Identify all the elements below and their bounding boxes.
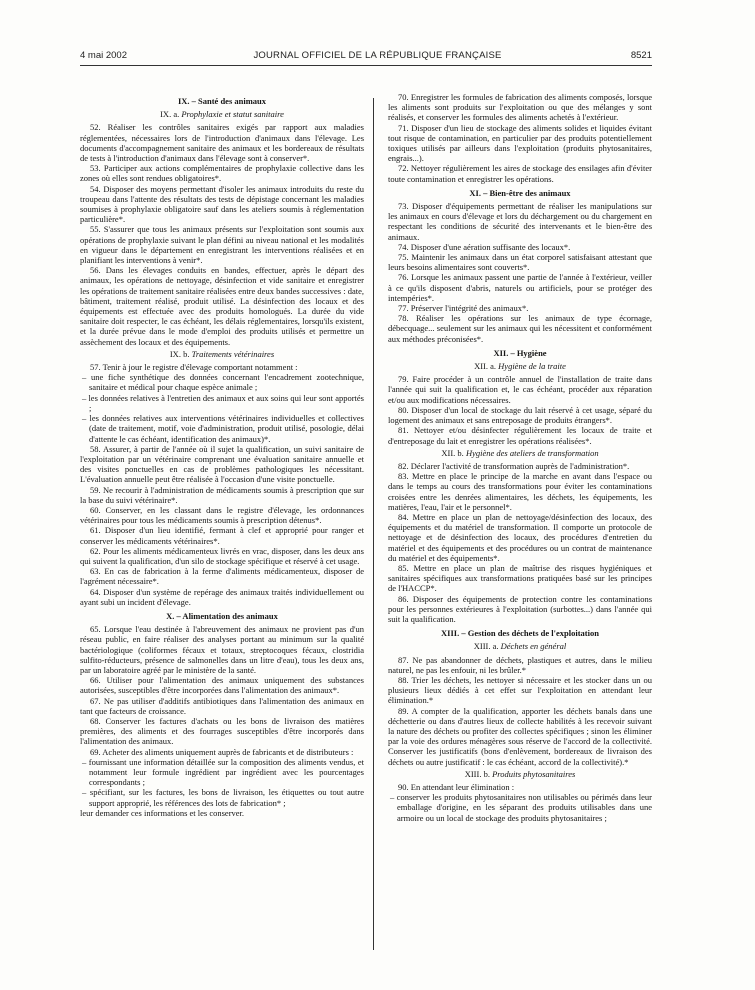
subsection-prefix: XIII. b.	[464, 768, 490, 779]
paragraph-90: 90. En attendant leur élimination :	[398, 782, 515, 792]
subsection-heading	[388, 769, 652, 779]
bullet-item: – fournissant une information détaillée sur la composition des aliments vendus, et notamment leur formule ingrédient par ingrédient avec les pourcentages correspondants ;	[82, 756, 364, 788]
bullet-item: – les données relatives aux interventions vétérinaires individuelles et collectives (date de traitement, motif, voie d'administration, produit utilisé, posologie, délai d'attente le cas échéant, identification des animaux)*.	[82, 413, 364, 444]
subsection-heading	[80, 349, 364, 359]
bullet-item: – les données relatives à l'entretien des animaux et aux soins qui leur sont apportés ;	[82, 392, 364, 413]
paragraph-86: 86. Disposer des équipements de protection contre les contaminations pour les personnes extérieures à l'exploitation (surbottes...) dans l'année qui suit la qualification.	[388, 593, 652, 624]
section-heading: IX. – Santé des animaux	[177, 96, 267, 106]
header-rule	[80, 65, 652, 66]
column-divider	[373, 98, 374, 950]
paragraph-58: 58. Assurer, à partir de l'année où il sujet la qualification, un suivi sanitaire de l'exploitation par un vétérinaire comprenant une évaluation sanitaire annuelle et des visites ponctuelles en cas de problèmes pathologiques les nécessitant. L'évaluation annuelle peut être réalisée à l'occasion d'une visite ponctuelle.	[80, 443, 364, 485]
subsection-prefix: XIII. a.	[473, 641, 499, 652]
subsection-title: Hygiène des ateliers de transformation	[465, 447, 599, 458]
paragraph-63: 63. En cas de fabrication à la ferme d'aliments médicamenteux, disposer de l'agrément nécessaire*.	[80, 566, 364, 587]
paragraph-66: 66. Utiliser pour l'alimentation des animaux uniquement des substances autorisées, susceptibles d'être incorporées dans l'alimentation des animaux*.	[80, 675, 364, 696]
paragraph-64: 64. Disposer d'un système de repérage des animaux traités individuellement ou ayant subi un incident d'élevage.	[80, 586, 364, 607]
subsection-heading	[388, 361, 652, 371]
subsection-title: Déchets en général	[500, 641, 567, 652]
paragraph-56: 56. Dans les élevages conduits en bandes, effectuer, après le départ des animaux, les opérations de nettoyage, désinfection et vide sanitaire et enregistrer les opérations de traitement sanitaire réalisées entre deux bandes successives : date, bâtiment, traitement réalisé, produit utilisé. La désinfection des locaux et des équipements est effectuée avec des produits homologués. La durée du vide sanitaire doit respecter, le cas échéant, les délais réglementaires, lorsqu'ils existent, et la durée prévue dans le mode d'emploi des produits utilisés et permettre un assèchement des locaux et des équipements.	[80, 265, 364, 347]
paragraph-81: 81. Nettoyer et/ou désinfecter régulièrement les locaux de traite et d'entreposage du lait et enregistrer les opérations réalisées*.	[388, 425, 652, 446]
paragraph-54: 54. Disposer des moyens permettant d'isoler les animaux introduits du reste du troupeau dans l'attente des résultats des tests de dépistage concernant les maladies soumises à prophylaxie obligatoire sauf dans les ateliers soumis à réglementation particulière*.	[80, 183, 364, 225]
subsection-prefix: IX. a.	[160, 109, 180, 120]
paragraph-72: 72. Nettoyer régulièrement les aires de stockage des ensilages afin d'éviter toute contamination et enregistrer les opérations.	[388, 163, 652, 184]
header-date: 4 mai 2002	[80, 50, 128, 61]
paragraph-82: 82. Déclarer l'activité de transformation auprès de l'administration*.	[398, 460, 630, 471]
paragraph-88: 88. Trier les déchets, les nettoyer si nécessaire et les stocker dans un ou plusieurs lieux dédiés à cet effet sur l'exploitation en attendant leur élimination.*	[388, 674, 652, 706]
paragraph-85: 85. Mettre en place un plan de maîtrise des risques hygiéniques et sanitaires spécifiques aux transformations pratiquées basé sur les principes de l'HACCP*.	[388, 562, 652, 594]
paragraph-60: 60. Conserver, en les classant dans le registre d'élevage, les ordonnances vétérinaires pour tous les médicaments soumis à prescription détenus*.	[80, 504, 364, 526]
section-heading: X. – Alimentation des animaux	[166, 610, 278, 621]
paragraph-74: 74. Disposer d'une aération suffisante des locaux*.	[398, 241, 571, 252]
paragraph-87: 87. Ne pas abandonner de déchets, plastiques et autres, dans le milieu naturel, ne pas les enfouir, ni les brûler.*	[388, 654, 652, 675]
paragraph-84: 84. Mettre en place un plan de nettoyage/désinfection des locaux, des équipements et du matériel de transformation. Il comporte un protocole de nettoyage et de désinfection des locaux, des procédures d'entretien du matériel et des équipements et des procédures ou un contrat de maintenance du matériel et des équipements*.	[388, 511, 652, 563]
paragraph-59: 59. Ne recourir à l'administration de médicaments soumis à prescription que sur la base du suivi vétérinaire*.	[80, 484, 364, 505]
left-column	[80, 92, 364, 818]
paragraph-83: 83. Mettre en place le principe de la marche en avant dans l'espace ou dans le temps au cours des transformations pour éviter les contaminations croisées entre les denrées alimentaires, les déchets, les équipements, les matières, l'eau, l'air et le personnel*.	[388, 471, 652, 512]
paragraph-70: 70. Enregistrer les formules de fabrication des aliments composés, lorsque les aliments sont produits sur l'exploitation ou que des mélanges y sont réalisés, et conserver les formules des aliments achetés à l'extérieur.	[388, 92, 652, 123]
paragraph-52: 52. Réaliser les contrôles sanitaires exigés par rapport aux maladies réglementées, nécessaires lors de l'introduction d'animaux dans l'élevage. Les documents d'accompagnement sanitaire des animaux et les bordereaux de résultats de tests à l'introduction d'animaux dans l'élevage sont à conserver*.	[80, 122, 364, 164]
subsection-title: Produits phytosanitaires	[492, 768, 576, 779]
paragraph-71: 71. Disposer d'un lieu de stockage des aliments solides et liquides évitant tout risque de contamination, en particulier par des produits potentiellement toxiques utilisés par ailleurs dans l'exploitation (produits phytosanitaires, engrais...).	[388, 122, 652, 164]
paragraph-73: 73. Disposer d'équipements permettant de réaliser les manipulations sur les animaux en cours d'élevage et lors du déchargement ou du chargement en respectant les conditions de sécurité des intervenants et le bien-être des animaux.	[388, 201, 652, 242]
subsection-heading	[80, 109, 364, 119]
paragraph-79: 79. Faire procéder à un contrôle annuel de l'installation de traite dans l'année qui suit la qualification et, le cas échéant, procéder aux réparation et/ou aux modifications nécessaires.	[388, 374, 652, 405]
paragraph-62: 62. Pour les aliments médicamenteux livrés en vrac, disposer, dans les deux ans qui suivent la qualification, d'un silo de stockage spécifique et réservé à cet usage.	[80, 545, 364, 566]
header-title: JOURNAL OFFICIEL DE LA RÉPUBLIQUE FRANÇAISE	[253, 50, 502, 61]
bullet-item: – conserver les produits phytosanitaires non utilisables ou périmés dans leur emballage d'origine, en les séparant des produits utilisables dans une armoire ou un local de stockage des produits phytosanitaires ;	[390, 792, 652, 823]
paragraph-68: 68. Conserver les factures d'achats ou les bons de livraison des matières premières, des aliments et des fourrages susceptibles d'être incorporés dans l'alimentation des animaux.	[80, 715, 364, 747]
paragraph-69-end: leur demander ces informations et les conserver.	[80, 807, 245, 818]
paragraph-53: 53. Participer aux actions complémentaires de prophylaxie collective dans les zones où elles sont rendues obligatoires*.	[80, 163, 364, 184]
paragraph-65: 65. Lorsque l'eau destinée à l'abreuvement des animaux ne provient pas d'un réseau public, en faire réaliser des analyses portant au minimum sur la qualité bactériologique (coliformes fécaux et totaux, streptocoques fécaux, clostridia sulfito-réducteurs, présence de salmonelles dans un litre d'eau), tous les deux ans, par un laboratoire agréé par le ministère de la santé.	[80, 624, 364, 675]
subsection-title: Traitements vétérinaires	[191, 348, 275, 359]
subsection-title: Prophylaxie et statut sanitaire	[181, 109, 284, 120]
right-column	[388, 92, 652, 823]
header-page-number: 8521	[630, 50, 652, 61]
subsection-prefix: XII. b.	[441, 447, 464, 458]
subsection-title: Hygiène de la traite	[498, 361, 566, 372]
paragraph-77: 77. Préserver l'intégrité des animaux*.	[398, 303, 529, 314]
paragraph-61: 61. Disposer d'un lieu identifié, fermant à clef et approprié pour ranger et conserver les médicaments vétérinaires*.	[80, 525, 364, 546]
paragraph-67: 67. Ne pas utiliser d'additifs antibiotiques dans l'alimentation des animaux en tant que facteurs de croissance.	[80, 695, 364, 716]
paragraph-75: 75. Maintenir les animaux dans un état corporel satisfaisant attestant que leurs besoins alimentaires sont couverts*.	[388, 252, 652, 273]
bullet-item: – spécifiant, sur les factures, les bons de livraison, les étiquettes ou tout autre support approprié, les références des lots de fabrication* ;	[82, 787, 364, 808]
paragraph-89: 89. A compter de la qualification, apporter les déchets banals dans une déchetterie ou dans d'autres lieux de collecte habilités à les recevoir suivant la nature des déchets ou profiter des collectes spécifiques ; sinon les éliminer par la voie des ordures ménagères sous réserve de l'accord de la collectivité. Conserver les justificatifs (bons d'enlèvement, bordereaux de livraison des déchets ou autre justificatif : le cas échéant, accord de la collectivité).*	[388, 705, 652, 767]
section-heading: XI. – Bien-être des animaux	[469, 187, 571, 198]
paragraph-69: 69. Acheter des aliments uniquement auprès de fabricants et de distributeurs :	[90, 746, 354, 757]
paragraph-78: 78. Réaliser les opérations sur les animaux de type écornage, débecquage... seulement sur les animaux qui les nécessitent et conformément aux méthodes préconisées*.	[388, 313, 652, 344]
paragraph-76: 76. Lorsque les animaux passent une partie de l'année à l'extérieur, veiller à ce qu'ils disposent d'abris, naturels ou artificiels, pour se protéger des intempéries*.	[388, 272, 652, 303]
subsection-heading	[388, 448, 652, 458]
paragraph-55: 55. S'assurer que tous les animaux présents sur l'exploitation sont soumis aux opérations de prophylaxie suivant le plan défini au niveau national et les modalités en vigueur dans le département en enregistrant les interventions réalisées et en planifiant les interventions à venir*.	[80, 224, 364, 266]
paragraph-80: 80. Disposer d'un local de stockage du lait réservé à cet usage, séparé du logement des animaux et sans entreposage de produits étrangers*.	[388, 404, 652, 426]
subsection-prefix: IX. b.	[169, 348, 190, 359]
subsection-prefix: XII. a.	[474, 361, 497, 372]
bullet-item: – une fiche synthétique des données concernant l'encadrement zootechnique, sanitaire et médical pour chaque espèce animale ;	[82, 372, 364, 393]
section-heading: XII. – Hygiène	[493, 347, 547, 358]
paragraph-57: 57. Tenir à jour le registre d'élevage comportant notamment :	[90, 362, 298, 373]
subsection-heading	[388, 641, 652, 651]
section-heading: XIII. – Gestion des déchets de l'exploitation	[441, 628, 599, 639]
